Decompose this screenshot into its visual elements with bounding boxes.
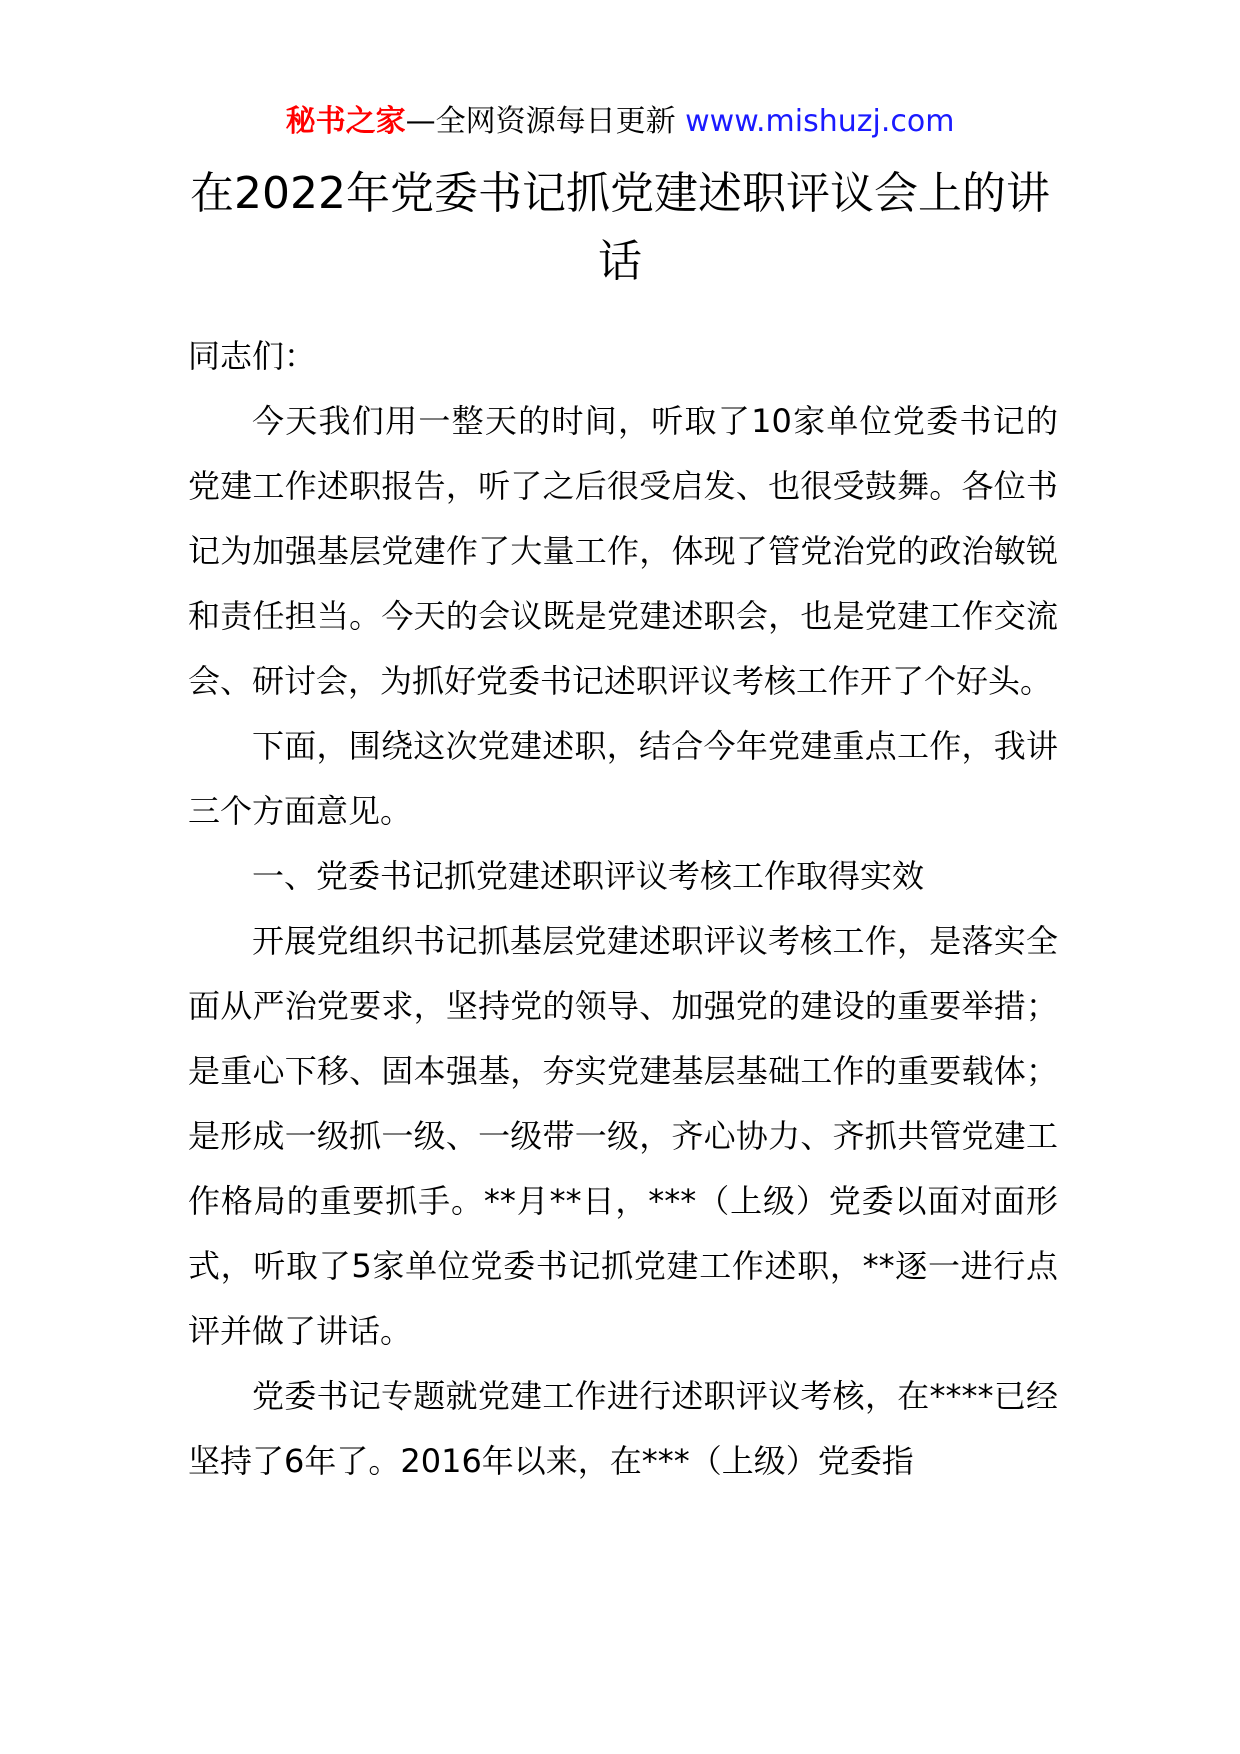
body-paragraph: 今天我们用一整天的时间，听取了10家单位党委书记的党建工作述职报告，听了之后很受启发、也很受鼓舞。各位书记为加强基层党建作了大量工作，体现了管党治党的政治敏锐和责任担当。今天的会议既是党建述职会，也是党建工作交流会、研讨会，为抓好党委书记述职评议考核工作开了个好头。 bbox=[188, 402, 1058, 700]
body-paragraph: 开展党组织书记抓基层党建述职评议考核工作，是落实全面从严治党要求，坚持党的领导、加强党的建设的重要举措；是重心下移、固本强基，夯实党建基层基础工作的重要载体；是形成一级抓一级、一级带一级，齐心协力、齐抓共管党建工作格局的重要抓手。**月**日，***（上级）党委以面对面形式，听取了5家单位党委书记抓党建工作述职，**逐一进行点评并做了讲话。 bbox=[188, 922, 1058, 1350]
brand-name: 秘书之家 bbox=[285, 104, 406, 139]
body-paragraph: 党委书记专题就党建工作进行述职评议考核，在****已经坚持了6年了。2016年以来，在***（上级）党委指 bbox=[188, 1377, 1058, 1480]
site-header bbox=[0, 100, 1240, 144]
site-url-link[interactable]: www.mishuzj.com bbox=[685, 104, 955, 139]
document-body bbox=[188, 324, 1058, 1494]
section-heading: 一、党委书记抓党建述职评议考核工作取得实效 bbox=[252, 857, 925, 895]
header-tagline: —全网资源每日更新 bbox=[405, 104, 686, 139]
body-paragraph: 下面，围绕这次党建述职，结合今年党建重点工作，我讲三个方面意见。 bbox=[188, 727, 1058, 830]
salutation: 同志们： bbox=[188, 337, 317, 375]
document-title: 在2022年党委书记抓党建述职评议会上的讲话 bbox=[190, 168, 1050, 287]
